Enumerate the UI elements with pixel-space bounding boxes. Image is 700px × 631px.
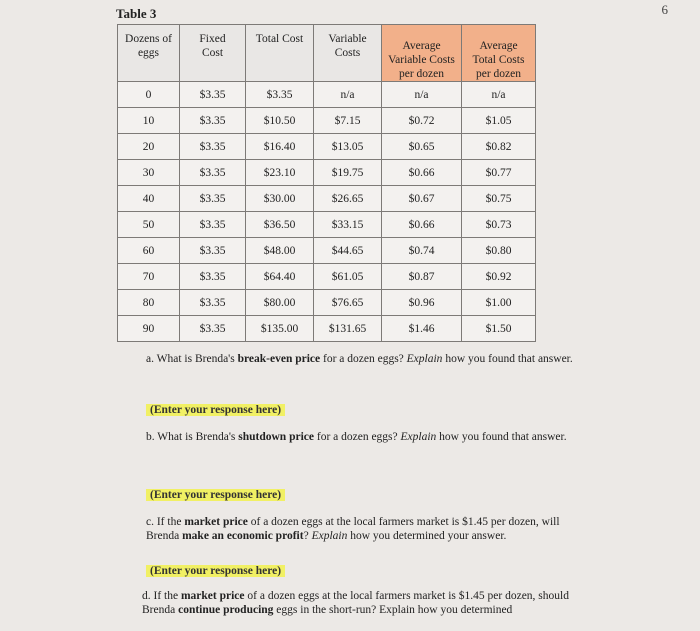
table-row: [118, 212, 536, 238]
table-cell: $36.50: [246, 212, 314, 238]
table-cell: $13.05: [314, 134, 382, 160]
table-row: [118, 238, 536, 264]
question-b-text: b. What is Brenda's: [146, 431, 239, 443]
table-cell: $131.65: [314, 316, 382, 342]
table-cell: $44.65: [314, 238, 382, 264]
table-cell: 0: [118, 82, 180, 108]
table-cell: $0.74: [382, 238, 462, 264]
table-cell: $30.00: [246, 186, 314, 212]
table-cell: $16.40: [246, 134, 314, 160]
question-c-text-mid: of a dozen eggs at the local farmers market is $1.45 per dozen, will Brenda: [146, 516, 560, 542]
question-b-bold: shutdown price: [238, 431, 314, 443]
table-row: [118, 108, 536, 134]
question-d-text: d. If the: [142, 590, 181, 602]
table-cell: $26.65: [314, 186, 382, 212]
table-cell: $23.10: [246, 160, 314, 186]
table-cell: $10.50: [246, 108, 314, 134]
table-row: [118, 186, 536, 212]
table-cell: $3.35: [180, 238, 246, 264]
question-d-bold-2: continue producing: [178, 604, 274, 616]
table-cell: 30: [118, 160, 180, 186]
question-d-bold: market price: [180, 590, 245, 602]
table-cell: n/a: [462, 82, 536, 108]
question-a-text-end: how you found that answer.: [442, 353, 573, 365]
table-cell: $0.87: [382, 264, 462, 290]
question-b-italic: Explain: [400, 431, 437, 443]
header-dozens: Dozens of eggs: [118, 25, 180, 82]
table-cell: $0.65: [382, 134, 462, 160]
table-row: [118, 82, 536, 108]
table-cell: $0.67: [382, 186, 462, 212]
table-row: [118, 264, 536, 290]
header-variable-costs: Variable Costs: [314, 25, 382, 82]
page-number: 6: [661, 2, 668, 17]
question-a-bold: break-even price: [237, 353, 321, 365]
table-cell: $64.40: [246, 264, 314, 290]
table-cell: $135.00: [246, 316, 314, 342]
table-cell: n/a: [382, 82, 462, 108]
table-header-row: [118, 25, 536, 82]
header-atc: Average Total Costs per dozen: [462, 25, 536, 82]
table-caption: Table 3: [116, 6, 157, 21]
table-cell: $0.92: [462, 264, 536, 290]
table-cell: $3.35: [180, 290, 246, 316]
question-c-text-mid-2: ?: [303, 530, 312, 542]
table-cell: $3.35: [246, 82, 314, 108]
question-d-text-end: eggs in the short-run? Explain how you determined: [273, 604, 513, 616]
table-cell: $0.72: [382, 108, 462, 134]
table-cell: $61.05: [314, 264, 382, 290]
question-c-text: c. If the: [146, 516, 185, 528]
table-cell: 20: [118, 134, 180, 160]
table-cell: 10: [118, 108, 180, 134]
table-cell: $1.00: [462, 290, 536, 316]
table-cell: $0.82: [462, 134, 536, 160]
header-avc: Average Variable Costs per dozen: [382, 25, 462, 82]
question-a-italic: Explain: [406, 353, 443, 365]
table-row: [118, 316, 536, 342]
question-b-text-mid: for a dozen eggs?: [313, 431, 401, 443]
question-b-text-end: how you found that answer.: [436, 431, 567, 443]
table-row: [118, 290, 536, 316]
table-cell: $3.35: [180, 212, 246, 238]
table-cell: $0.80: [462, 238, 536, 264]
cost-table: [117, 24, 536, 342]
question-c: [146, 515, 586, 543]
table-cell: $1.05: [462, 108, 536, 134]
table-cell: $3.35: [180, 82, 246, 108]
question-b: [146, 430, 576, 444]
table-cell: $0.77: [462, 160, 536, 186]
question-a-text: a. What is Brenda's: [146, 353, 238, 365]
table-cell: $3.35: [180, 316, 246, 342]
response-field-c[interactable]: (Enter your response here): [146, 565, 285, 577]
table-cell: $7.15: [314, 108, 382, 134]
table-row: [118, 134, 536, 160]
table-cell: $0.75: [462, 186, 536, 212]
header-total-cost: Total Cost: [246, 25, 314, 82]
table-cell: 60: [118, 238, 180, 264]
table-cell: 70: [118, 264, 180, 290]
response-field-a[interactable]: (Enter your response here): [146, 404, 285, 416]
table-cell: $3.35: [180, 186, 246, 212]
question-d-text-mid: of a dozen eggs at the local farmers market is $1.45 per dozen, should Brenda: [142, 590, 569, 616]
table-cell: $0.66: [382, 212, 462, 238]
table-cell: 40: [118, 186, 180, 212]
question-c-bold: market price: [184, 516, 248, 528]
table-cell: $3.35: [180, 264, 246, 290]
table-cell: $3.35: [180, 134, 246, 160]
response-field-b[interactable]: (Enter your response here): [146, 489, 285, 501]
question-a-text-mid: for a dozen eggs?: [320, 353, 407, 365]
table-body: [118, 82, 536, 342]
table-cell: $1.50: [462, 316, 536, 342]
table-cell: $0.66: [382, 160, 462, 186]
table-cell: 80: [118, 290, 180, 316]
table-cell: $19.75: [314, 160, 382, 186]
question-c-text-end: how you determined your answer.: [347, 530, 507, 542]
table-cell: $3.35: [180, 160, 246, 186]
table-cell: $0.73: [462, 212, 536, 238]
table-cell: 50: [118, 212, 180, 238]
table-cell: $76.65: [314, 290, 382, 316]
question-c-bold-2: make an economic profit: [182, 530, 304, 542]
table-cell: $33.15: [314, 212, 382, 238]
table-row: [118, 160, 536, 186]
table-cell: 90: [118, 316, 180, 342]
header-fixed-cost: Fixed Cost: [180, 25, 246, 82]
table-cell: $0.96: [382, 290, 462, 316]
table-cell: $3.35: [180, 108, 246, 134]
question-c-italic: Explain: [311, 530, 348, 542]
table-cell: n/a: [314, 82, 382, 108]
question-d: [142, 589, 582, 617]
table-cell: $80.00: [246, 290, 314, 316]
table-cell: $48.00: [246, 238, 314, 264]
question-a: [146, 352, 576, 366]
table-cell: $1.46: [382, 316, 462, 342]
